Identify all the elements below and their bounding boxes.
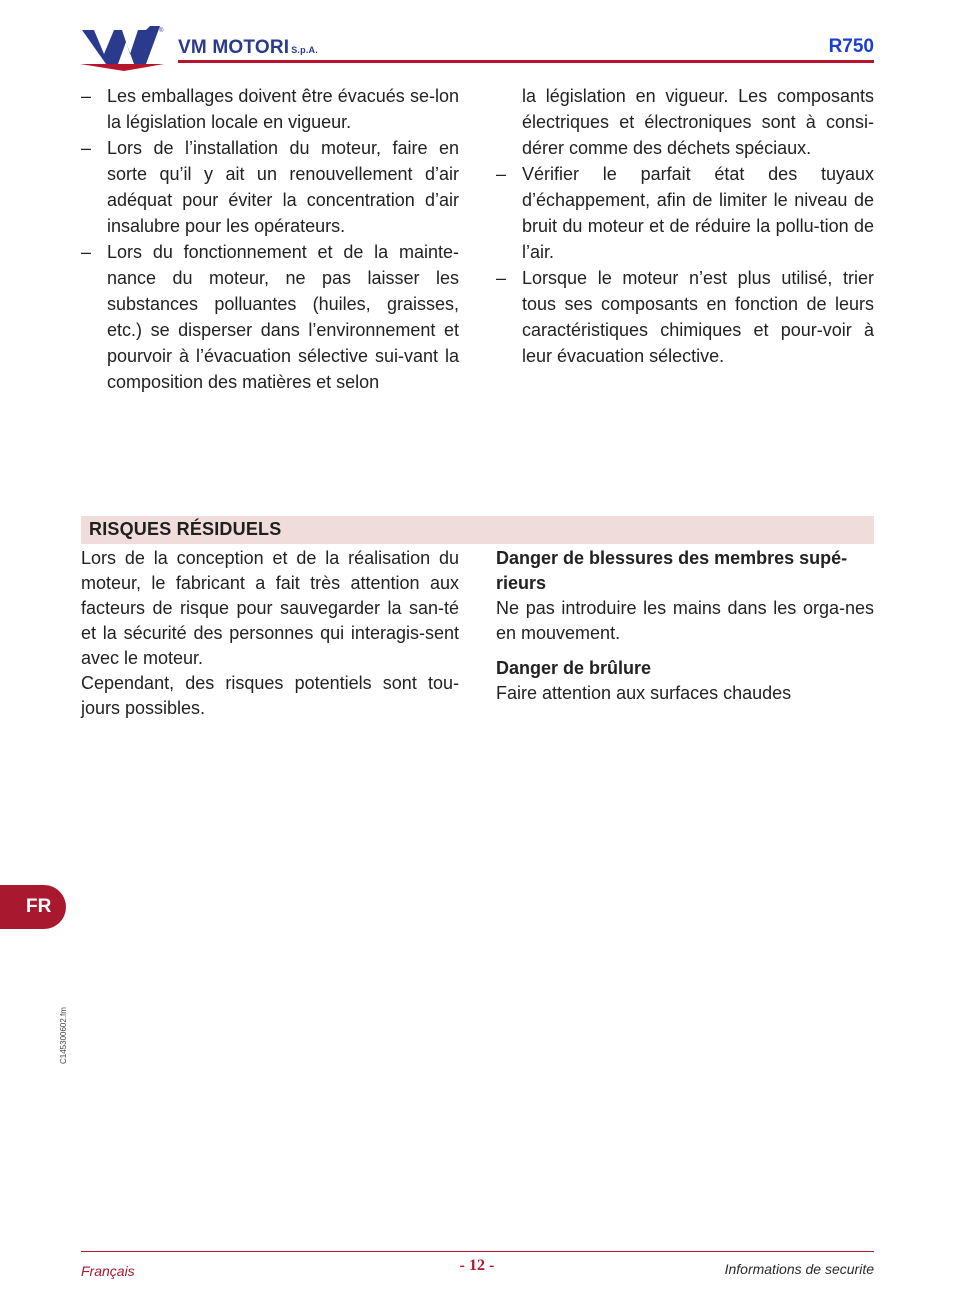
intro-paragraph: Lors de la conception et de la réalisation du moteur, le fabricant a fait très attention aux facteurs de risque pour sauvegarder la san-té et la sécurité des personnes qui interagis-sent avec le moteur. <box>81 548 459 668</box>
residual-risks-intro <box>81 546 459 721</box>
vm-logo <box>80 24 164 72</box>
intro-paragraph: Cependant, des risques potentiels sont tou-jours possibles. <box>81 673 459 718</box>
list-item: – Vérifier le parfait état des tuyaux d’échappement, afin de limiter le niveau de bruit du moteur et de réduire la pollu-tion de l’air. <box>496 161 874 265</box>
hazard-heading: Danger de blessures des membres supé-rieurs <box>496 548 848 593</box>
footer-language: Français <box>81 1263 135 1279</box>
list-item: – Les emballages doivent être évacués se-lon la législation locale en vigueur. <box>81 83 459 135</box>
list-item-continuation: la législation en vigueur. Les composants électriques et électroniques sont à consi-dérer comme des déchets spéciaux. <box>522 86 874 158</box>
section-title: RISQUES RÉSIDUELS <box>89 519 282 539</box>
list-item: – Lorsque le moteur n’est plus utilisé, trier tous ses composants en fonction de leurs caractéristiques chimiques et pour-voir à leur évacuation sélective. <box>496 265 874 369</box>
list-item: – Lors de l’installation du moteur, faire en sorte qu’il y ait un renouvellement d’air adéquat pour éviter la concentration d’air insalubre pour les opérateurs. <box>81 135 459 239</box>
footer-section-title: Informations de securite <box>724 1261 874 1277</box>
hazard-text: Faire attention aux surfaces chaudes <box>496 683 792 703</box>
brand-name <box>178 37 318 59</box>
hazard-heading: Danger de brûlure <box>496 658 652 678</box>
environment-right-column <box>496 83 874 369</box>
section-header <box>81 516 874 544</box>
page-number: - 12 - <box>459 1257 495 1274</box>
brand-name-text: VM MOTORI <box>178 37 290 58</box>
environment-list-left <box>81 83 459 395</box>
hazard-item <box>496 656 874 706</box>
model-code: R750 <box>828 36 874 57</box>
language-tab: FR <box>0 885 66 929</box>
document-code-text: C145300602.fm <box>59 1007 68 1064</box>
svg-text:®: ® <box>159 28 164 34</box>
document-code <box>58 1004 68 1064</box>
hazard-list <box>496 546 874 716</box>
list-item: – Lors du fonctionnement et de la mainte-nance du moteur, ne pas laisser les substances polluantes (huiles, graisses, etc.) se disperser dans l’environnement et pourvoir à l’évacuation sélective sui-vant la composition des matières et selon <box>81 239 459 395</box>
hazard-item <box>496 546 874 646</box>
brand-suffix: S.p.A. <box>291 45 318 55</box>
vm-logo-mark <box>80 24 164 72</box>
hazard-text: Ne pas introduire les mains dans les orga-nes en mouvement. <box>496 598 874 643</box>
header-divider <box>178 60 874 63</box>
footer-divider <box>81 1251 874 1252</box>
environment-list-right <box>496 161 874 369</box>
environment-left-column <box>81 83 459 395</box>
